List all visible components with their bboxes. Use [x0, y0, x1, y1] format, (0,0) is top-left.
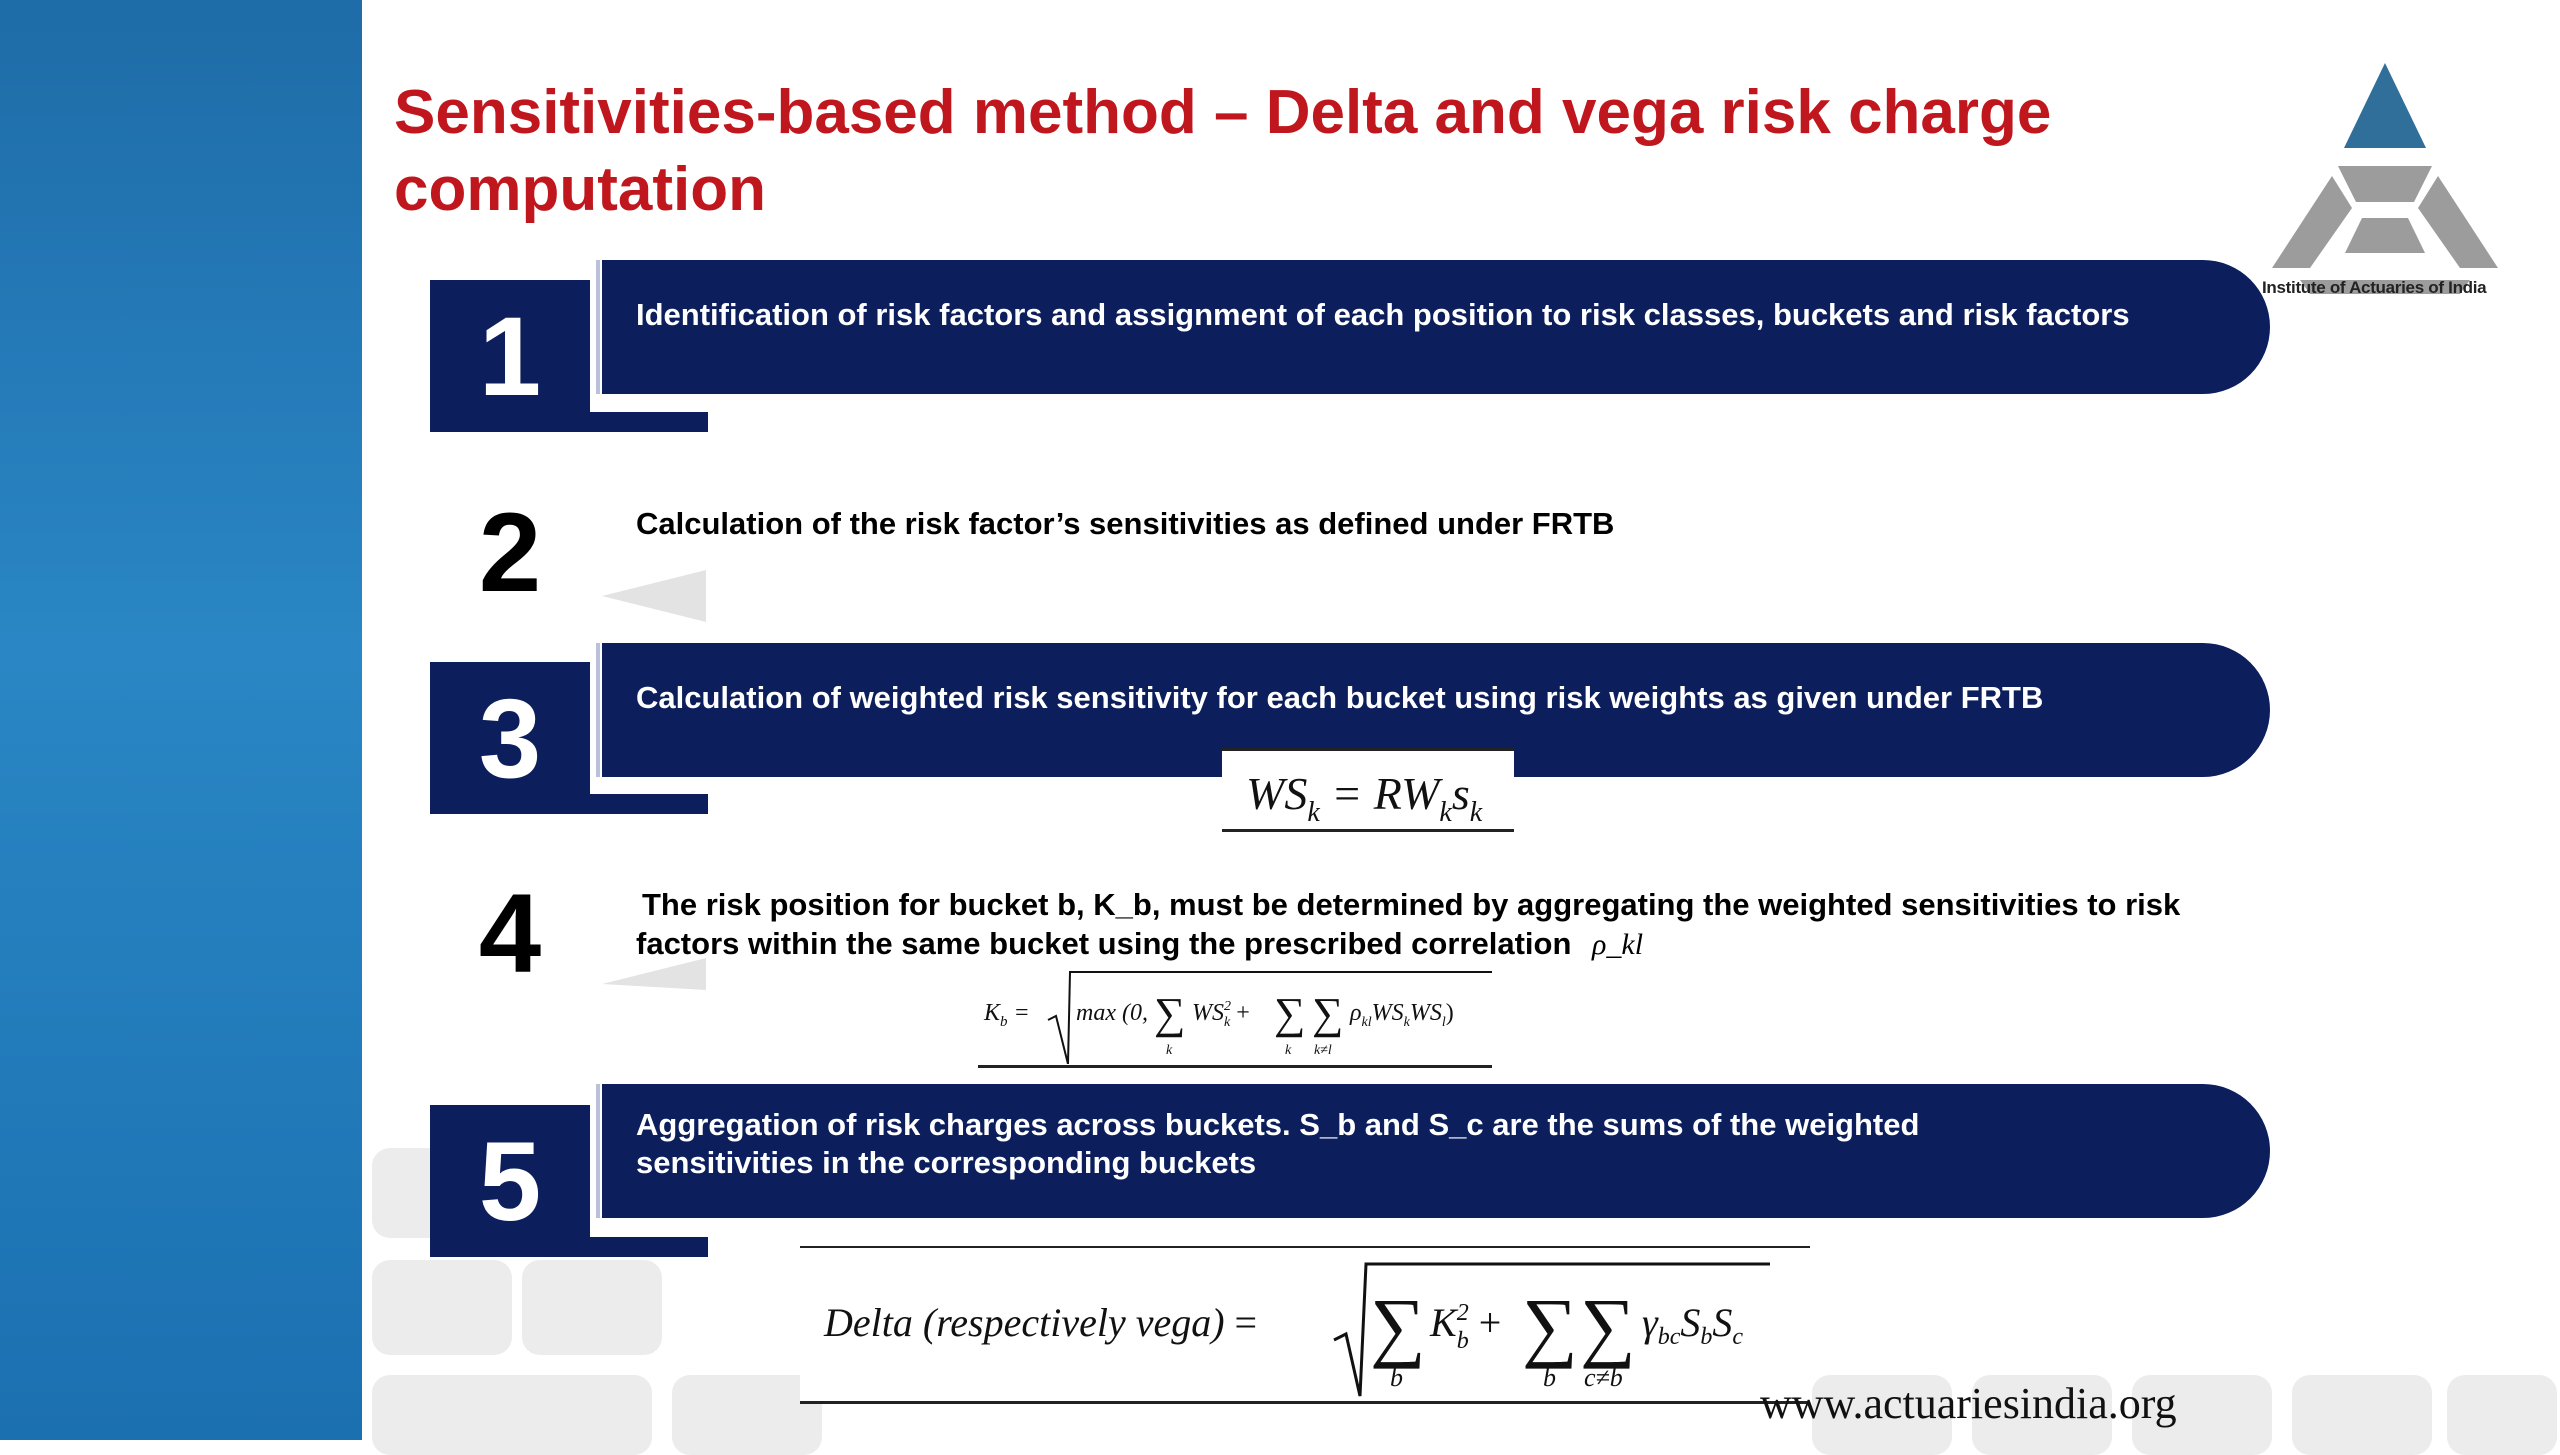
slide-title: Sensitivities-based method – Delta and vega risk charge computation [394, 78, 2052, 224]
step-5-text-line1: Aggregation of risk charges across buckets. S_b and S_c are the sums of the weighted [636, 1107, 1920, 1142]
formula-delta-aggregation [800, 1246, 1810, 1404]
step-5-number: 5 [430, 1105, 590, 1257]
svg-text:k≠l: k≠l [1314, 1043, 1332, 1058]
step-5-banner [602, 1084, 2270, 1218]
side-blue-panel [0, 0, 362, 1440]
step-3-text: Calculation of weighted risk sensitivity for each bucket using risk weights as given under FRTB [636, 680, 2044, 715]
svg-text:K2b +: $K^2$ b + [1430, 1300, 1502, 1354]
step-5-text-line2: sensitivities in the corresponding buckets [636, 1145, 1257, 1180]
svg-text:k: k [1285, 1043, 1292, 1058]
formula-weighted-sensitivity [1222, 748, 1514, 832]
svg-text:∑: ∑ [1312, 989, 1344, 1038]
svg-text:b: b [1543, 1363, 1556, 1392]
pill-edge-decor [596, 260, 600, 394]
formula-risk-position [978, 964, 1492, 1068]
svg-text:k: k [1166, 1043, 1173, 1058]
svg-text:Kb =: $K_b$ = [984, 1000, 1030, 1030]
arrow-left-icon [602, 570, 706, 622]
step-2-number: 2 [478, 489, 542, 615]
svg-text:WSk = RWksk: $WS_k = RW_ks_k$ [1246, 768, 1483, 828]
website-url: www.actuariesindia.org [1760, 1379, 2177, 1428]
svg-text:∑: ∑ [1580, 1282, 1636, 1369]
step-1-number: 1 [430, 280, 590, 432]
svg-text:ρklWSkWSl): $\rho_{kl}WS_kWS_l$) [1350, 1000, 1454, 1030]
svg-text:WS2k +: $WS^2$ k + [1192, 999, 1250, 1030]
pill-edge-decor [596, 1084, 600, 1218]
svg-text:∑: ∑ [1154, 989, 1186, 1038]
step-1-text: Identification of risk factors and assignment of each position to risk classes, buckets and risk factors [636, 297, 2130, 332]
step-4-text-line1: The risk position for bucket b, K_b, must be determined by aggregating the weighted sensitivities to risk [642, 887, 2181, 922]
step-4-text-line2: factors within the same bucket using the prescribed correlation [636, 926, 1572, 961]
svg-text:∑: ∑ [1370, 1282, 1426, 1369]
pill-edge-decor [596, 643, 600, 777]
svg-text:∑: ∑ [1274, 989, 1306, 1038]
step-3-number: 3 [430, 662, 590, 814]
svg-text:∑: ∑ [1522, 1282, 1578, 1369]
svg-text:Delta (respectively vega) =: Delta (respectively vega) = [824, 1300, 1258, 1345]
step-4-text-block [636, 885, 2302, 964]
step-1-banner [602, 260, 2270, 394]
svg-text:γbcSbSc: $\gamma_{bc}S_bS_c$ [1642, 1300, 1744, 1350]
logo-caption: Institute of Actuaries of India [2262, 278, 2487, 297]
step-2-text: Calculation of the risk factor’s sensitivities as defined under FRTB [636, 506, 1615, 541]
institute-logo-icon [2260, 58, 2510, 308]
arrow-left-icon [602, 958, 706, 1010]
step-4-number: 4 [478, 870, 542, 996]
svg-text:c≠b: c≠b [1584, 1363, 1623, 1392]
svg-text:max (0,: max (0, [1076, 1000, 1148, 1026]
rho-symbol: ρ_kl [1592, 928, 1644, 961]
svg-text:b: b [1390, 1363, 1403, 1392]
